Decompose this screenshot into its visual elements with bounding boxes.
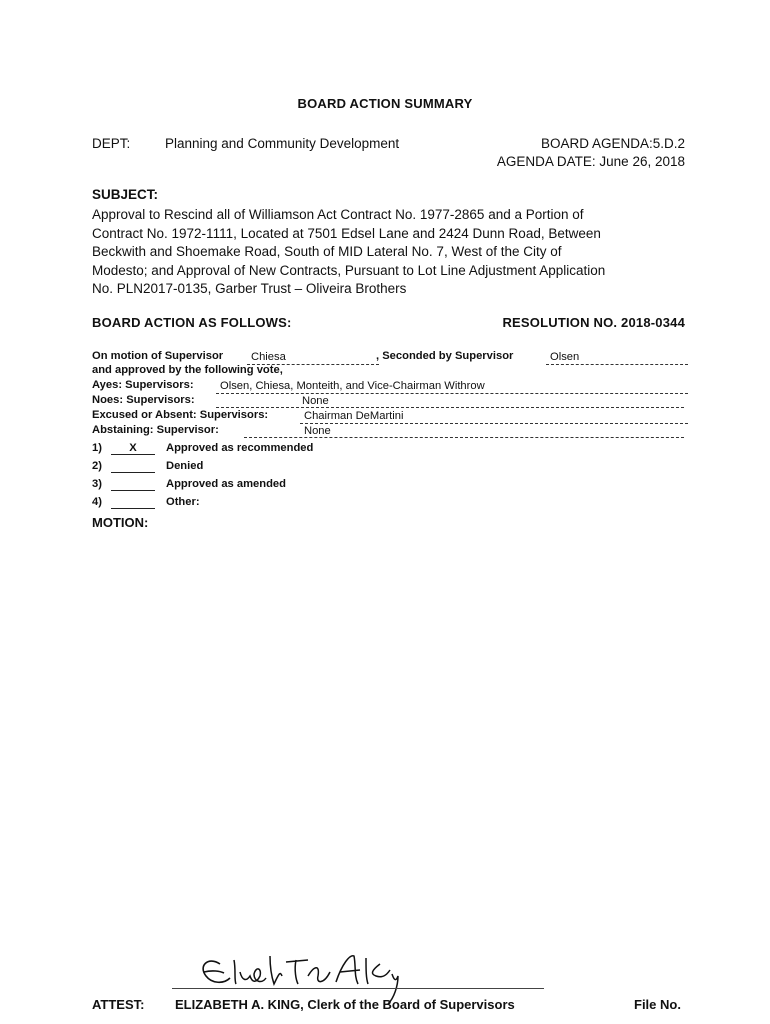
motion-supervisor-field: Chiesa	[247, 351, 379, 365]
option-number: 2)	[92, 460, 102, 472]
subject-heading: SUBJECT:	[92, 187, 159, 202]
option-checkmark	[111, 496, 155, 509]
attest-label: ATTEST:	[92, 997, 145, 1012]
option-approved-as-amended: Approved as amended	[166, 478, 286, 490]
subject-line: No. PLN2017-0135, Garber Trust – Oliveira Brothers	[92, 281, 407, 297]
clerk-name: ELIZABETH A. KING, Clerk of the Board of Supervisors	[175, 997, 515, 1012]
agenda-date: AGENDA DATE: June 26, 2018	[496, 154, 685, 169]
subject-text	[92, 206, 692, 299]
option-checkmark	[111, 478, 155, 491]
seconded-supervisor-field: Olsen	[546, 351, 688, 365]
subject-line: Approval to Rescind all of Williamson Act Contract No. 1977-2865 and a Portion of	[92, 207, 584, 222]
file-number-label: File No.	[634, 997, 681, 1012]
abstaining-label: Abstaining: Supervisor:	[92, 424, 219, 436]
option-number: 4)	[92, 496, 102, 508]
option-checkmark	[111, 460, 155, 473]
option-number: 3)	[92, 478, 102, 490]
abstaining-field: None	[244, 425, 684, 438]
ayes-field: Olsen, Chiesa, Monteith, and Vice-Chairman Withrow	[216, 380, 688, 394]
signature-line	[172, 988, 544, 989]
excused-field: Chairman DeMartini	[300, 410, 688, 424]
noes-field: None	[216, 395, 684, 408]
option-denied: Denied	[166, 460, 204, 472]
motion-label: On motion of Supervisor	[92, 350, 224, 362]
option-approved-as-recommended: Approved as recommended	[166, 442, 314, 454]
board-action-heading: BOARD ACTION AS FOLLOWS:	[92, 315, 292, 330]
ayes-label: Ayes: Supervisors:	[92, 379, 194, 391]
subject-line: Contract No. 1972-1111, Located at 7501 Edsel Lane and 2424 Dunn Road, Between	[92, 225, 601, 241]
motion-heading: MOTION:	[92, 515, 149, 530]
approved-by-vote-text: and approved by the following vote,	[92, 364, 283, 376]
option-checkmark: X	[111, 442, 155, 455]
option-other: Other:	[166, 496, 200, 508]
dept-value: Planning and Community Development	[165, 136, 400, 151]
subject-line: Beckwith and Shoemake Road, South of MID Lateral No. 7, West of the City of	[92, 244, 562, 260]
board-agenda-number: BOARD AGENDA:5.D.2	[540, 136, 685, 151]
seconded-label: , Seconded by Supervisor	[376, 350, 514, 362]
excused-label: Excused or Absent: Supervisors:	[92, 409, 269, 421]
subject-line: Modesto; and Approval of New Contracts, Pursuant to Lot Line Adjustment Application	[92, 262, 606, 278]
option-number: 1)	[92, 442, 102, 454]
document-title: BOARD ACTION SUMMARY	[297, 96, 473, 111]
dept-label: DEPT:	[92, 136, 131, 151]
resolution-number: RESOLUTION NO. 2018-0344	[502, 315, 685, 330]
noes-label: Noes: Supervisors:	[92, 394, 195, 406]
